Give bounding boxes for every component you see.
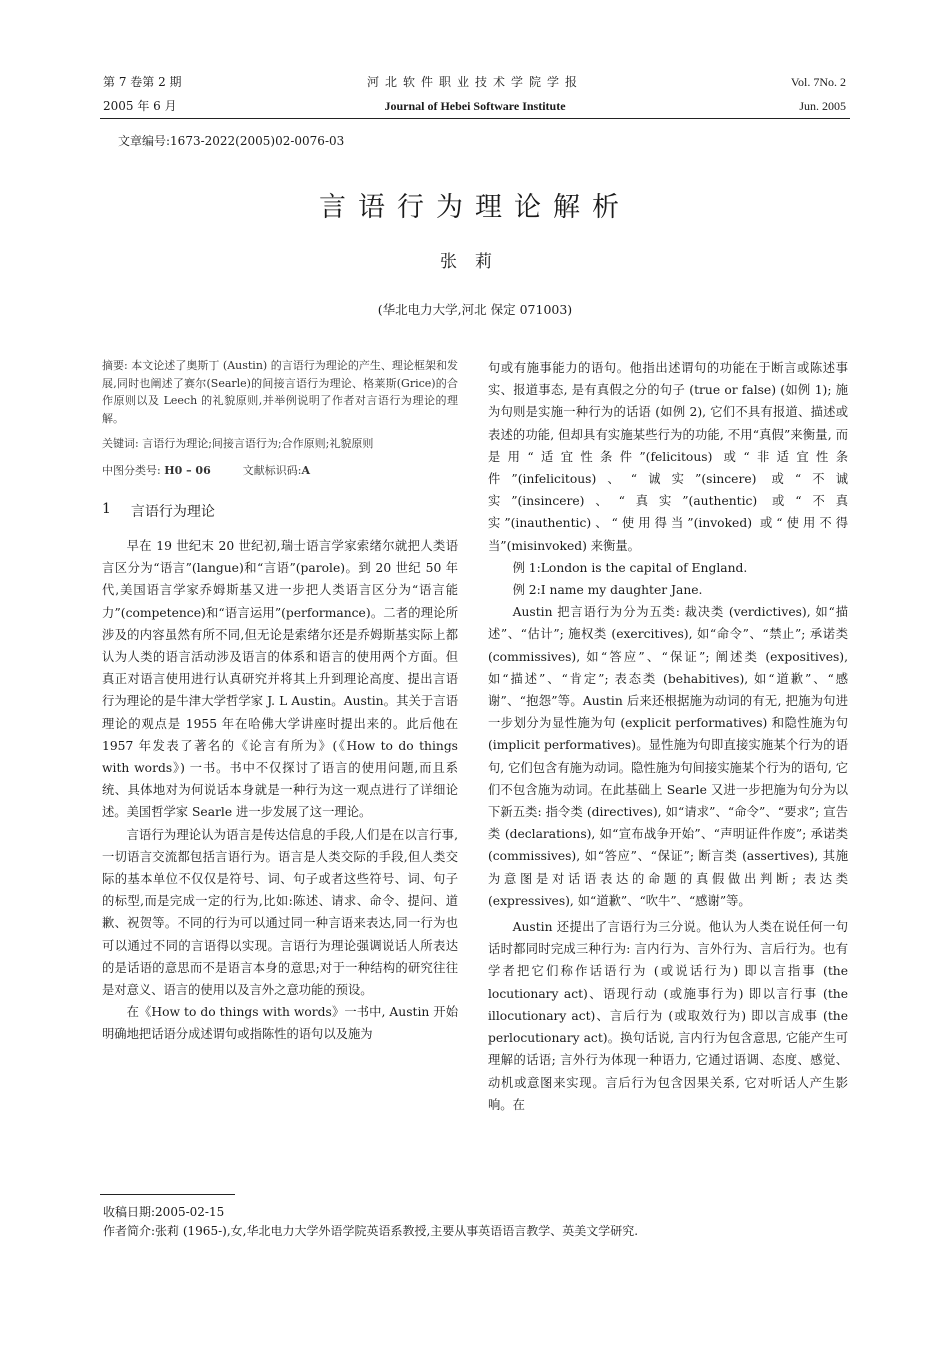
journal-name-cn: 河北软件职业技术学院学报: [366, 75, 583, 89]
section-number: 1: [102, 501, 111, 517]
paragraph: 句或有施事能力的语句。他指出述谓句的功能在于断言或陈述事实、报道事态, 是有真假之分的句子 (true or false) (如例 1); 施为句则是实施一种行为的话语 (如例 2), 它们不具有报道、描述或表述的功能, 但却具有实施某些行为的功能, 不用“真假”来衡量, 而是用“适宜性条件”(felicitous) 或“非适宜性条件”(infelicitous)、“诚实”(sincere) 或“不诚实”(insincere)、“真实”(authentic) 或“不真实”(inauthentic)、“使用得当”(invoked) 或“使用不得当”(misinvoked) 来衡量。: [488, 361, 848, 553]
paragraph: 言语行为理论认为语言是传达信息的手段,人们是在以言行事,一切语言交流都包括言语行为。语言是人类交际的手段,但人类交际的基本单位不仅仅是符号、词、句子或者这些符号、词、句子的标型,而是完成一定的行为,比如:陈述、请求、命令、提问、道歉、祝贺等。不同的行为可以通过同一种言语来表达,同一行为也可以通过不同的言语得以实现。言语行为理论强调说话人所表达的是话语的意思而不是语言本身的意思;对于一种结构的研究往往是对意义、语言的使用以及言外之意功能的预设。: [102, 827, 458, 998]
keywords: 关键词: 言语行为理论;间接言语行为;合作原则;礼貌原则: [102, 437, 374, 450]
volume-issue-en: Vol. 7No. 2: [790, 75, 846, 89]
volume-issue-cn: 第 7 卷第 2 期: [103, 75, 182, 89]
doc-value: A: [301, 464, 310, 477]
right-column: [488, 357, 848, 1116]
author-affiliation: (华北电力大学,河北 保定 071003): [377, 302, 573, 317]
paragraph: Austin 还提出了言语行为三分说。他认为人类在说任何一句话时都同时完成三种行为: 言内行为、言外行为、言后行为。也有学者把它们称作话语行为 (或说话行为) 即以言指事 (the locutionary act)、语现行动 (或施事行为) 即以言行事 (the illocutionary act)、言后行为 (或取效行为) 即以言成事 (the perlocutionary act)。换句话说, 言内行为包含意思, 它能产生可理解的话语; 言外行为体现一种语力, 它通过语调、态度、感觉、动机或意图来实现。言后行为包含因果关系, 它对听话人产生影响。在: [488, 920, 848, 1112]
author-bio: 作者简介:张莉 (1965-),女,华北电力大学外语学院英语系教授,主要从事英语语言教学、英美文学研究.: [103, 1224, 639, 1238]
example-2: 例 2:I name my daughter Jane.: [512, 583, 703, 598]
clc-label: 中图分类号:: [102, 464, 161, 477]
doc-label: 文献标识码:: [242, 464, 302, 477]
left-column: [102, 357, 458, 1046]
footnote-rule: [100, 1194, 235, 1195]
section-title: 言语行为理论: [130, 504, 215, 520]
clc-value: H0 – 06: [164, 464, 211, 477]
doc-code: [243, 462, 310, 479]
received-date: 收稿日期:2005-02-15: [103, 1205, 225, 1219]
section-heading: [102, 501, 458, 521]
paper-title: 言语行为理论解析: [319, 192, 631, 223]
footnotes: [103, 1203, 638, 1241]
classification-line: [102, 462, 458, 479]
clc-code: [102, 462, 211, 479]
date-en: Jun. 2005: [799, 99, 846, 113]
header-right: [791, 70, 846, 118]
example-1: 例 1:London is the capital of England.: [512, 560, 748, 575]
paragraph: 在《How to do things with words》一书中, Austin 开始明确地把话语分成述谓句或指陈性的语句以及施为: [102, 1005, 458, 1042]
paragraph: 早在 19 世纪末 20 世纪初,瑞士语言学家索绪尔就把人类语言区分为“语言”(langue)和“言语”(parole)。到 20 世纪 50 年代,美国语言学家乔姆斯基又进一步把人类语言区分为“语言能力”(competence)和“语言运用”(performance)。二者的理论所涉及的内容虽然有所不同,但无论是索绪尔还是乔姆斯基实际上都认为人类的语言活动涉及语言的体系和语言的使用两个方面。但真正对语言使用进行认真研究并将其上升到理论高度、提出言语行为理论的是牛津大学哲学家 J. L Austin。Austin。其关于言语理论的观点是 1955 年在哈佛大学讲座时提出来的。此后他在 1957 年发表了著名的《论言有所为》(《How to do things with words》) 一书。书中不仅探讨了语言的使用问题,而且系统、具体地对为何说话本身就是一种行为这一观点进行了详细论述。美国哲学家 Searle 进一步发展了这一理论。: [102, 539, 458, 820]
header-rule: [100, 118, 850, 119]
paragraph: Austin 把言语行为分为五类: 裁决类 (verdictives), 如“描述”、“估计”; 施权类 (exercitives), 如“命令”、“禁止”; 承诺类 (commissives), 如“答应”、“保证”; 阐述类 (expositives), 如“描述”、“肯定”; 表态类 (behabitives), 如“道歉”、“感谢”、“抱怨”等。Austin 后来还根据施为动词的有无, 把施为句进一步划分为显性施为句 (explicit performatives) 和隐性施为句 (implicit performatives)。显性施为句即直接实施某个行为的语句, 它们包含有施为动词。隐性施为句间接实施某个行为的语句, 它们不包含施为动词。在此基础上 Searle 又进一步把施为句分为以下新五类: 指令类 (directives), 如“请求”、“命令”、“要求”; 宣告类 (declarations), 如“宣布战争开始”、“声明证件作废”; 承诺类 (commissives), 如“答应”、“保证”; 断言类 (assertives), 其施为意图是对话语表达的命题的真假做出判断; 表达类 (expressives), 如“道歉”、“吹牛”、“感谢”等。: [488, 605, 848, 908]
article-number: 文章编号:1673-2022(2005)02-0076-03: [118, 134, 345, 148]
date-cn: 2005 年 6 月: [103, 99, 177, 113]
journal-name-en: Journal of Hebei Software Institute: [384, 99, 566, 113]
abstract: 摘要: 本文论述了奥斯丁 (Austin) 的言语行为理论的产生、理论框架和发展,同时也阐述了赛尔(Searle)的间接言语行为理论、格莱斯(Grice)的合作原则以及 Leech 的礼貌原则,并举例说明了作者对言语行为理论的理解。: [102, 359, 458, 425]
author-name: 张莉: [440, 252, 510, 272]
